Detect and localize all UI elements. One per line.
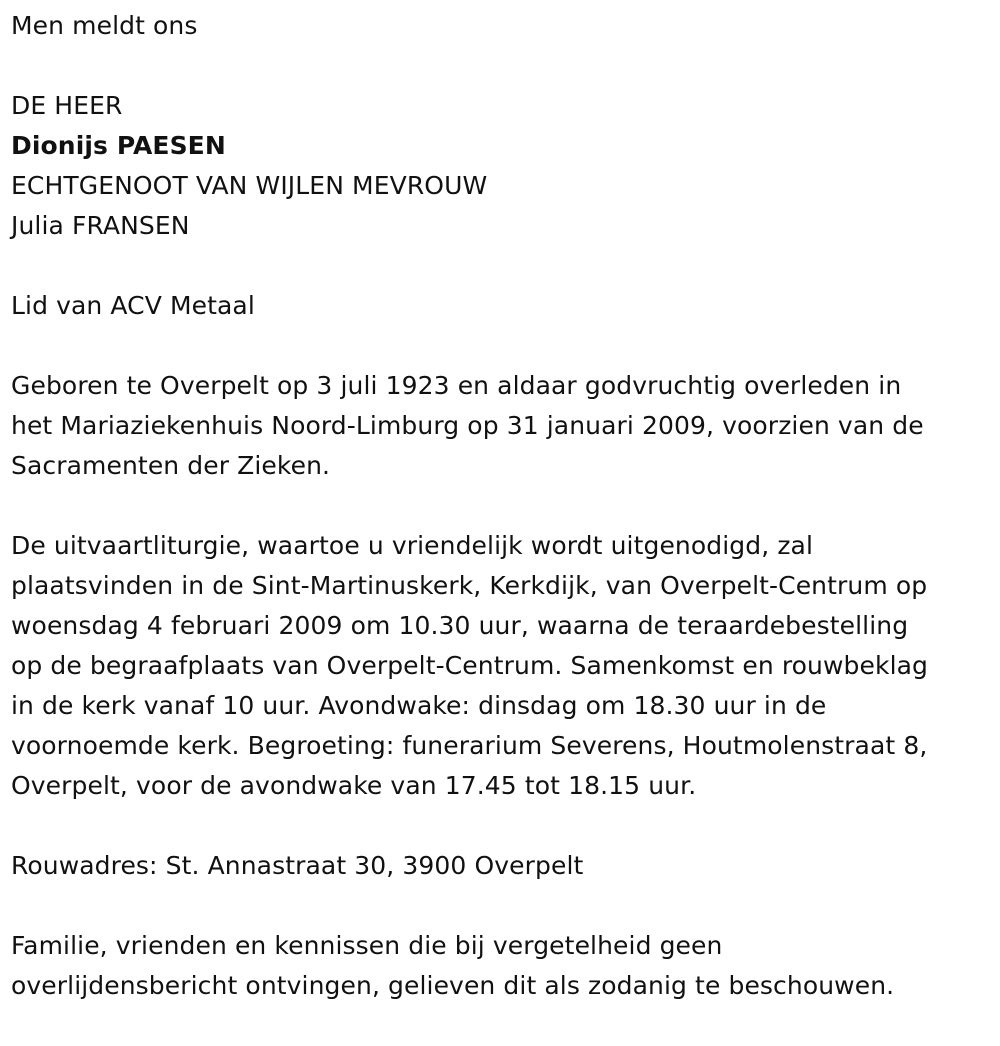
paragraph-line: Overpelt, voor de avondwake van 17.45 tot 18.15 uur. xyxy=(11,771,697,800)
deceased-name: Dionijs PAESEN xyxy=(11,131,226,160)
paragraph-line: overlijdensbericht ontvingen, gelieven dit als zodanig te beschouwen. xyxy=(11,971,895,1000)
spouse-line: ECHTGENOOT VAN WIJLEN MEVROUW xyxy=(11,171,488,200)
spacer xyxy=(11,806,991,846)
paragraph-line: in de kerk vanaf 10 uur. Avondwake: dinsdag om 18.30 uur in de xyxy=(11,691,827,720)
spacer xyxy=(11,486,991,526)
spacer xyxy=(11,326,991,366)
paragraph-line: woensdag 4 februari 2009 om 10.30 uur, waarna de teraardebestelling xyxy=(11,611,909,640)
spouse-name: Julia FRANSEN xyxy=(11,211,190,240)
paragraph-line: Familie, vrienden en kennissen die bij vergetelheid geen xyxy=(11,931,723,960)
mourning-address: Rouwadres: St. Annastraat 30, 3900 Overpelt xyxy=(11,851,584,880)
birth-death-paragraph xyxy=(11,366,991,486)
paragraph-line: Sacramenten der Zieken. xyxy=(11,451,331,480)
paragraph-line: het Mariaziekenhuis Noord-Limburg op 31 januari 2009, voorzien van de xyxy=(11,411,924,440)
membership-text: Lid van ACV Metaal xyxy=(11,291,255,320)
paragraph-line: plaatsvinden in de Sint-Martinuskerk, Kerkdijk, van Overpelt-Centrum op xyxy=(11,571,928,600)
funeral-paragraph xyxy=(11,526,991,806)
intro-text: Men meldt ons xyxy=(11,11,198,40)
paragraph-line: Geboren te Overpelt op 3 juli 1923 en aldaar godvruchtig overleden in xyxy=(11,371,902,400)
spacer xyxy=(11,246,991,286)
spacer xyxy=(11,46,991,86)
paragraph-line: De uitvaartliturgie, waartoe u vriendelijk wordt uitgenodigd, zal xyxy=(11,531,814,560)
spacer xyxy=(11,886,991,926)
obituary-notice xyxy=(11,6,991,1006)
closing-paragraph xyxy=(11,926,991,1006)
paragraph-line: op de begraafplaats van Overpelt-Centrum. Samenkomst en rouwbeklag xyxy=(11,651,929,680)
title-prefix: DE HEER xyxy=(11,91,123,120)
paragraph-line: voornoemde kerk. Begroeting: funerarium Severens, Houtmolenstraat 8, xyxy=(11,731,928,760)
